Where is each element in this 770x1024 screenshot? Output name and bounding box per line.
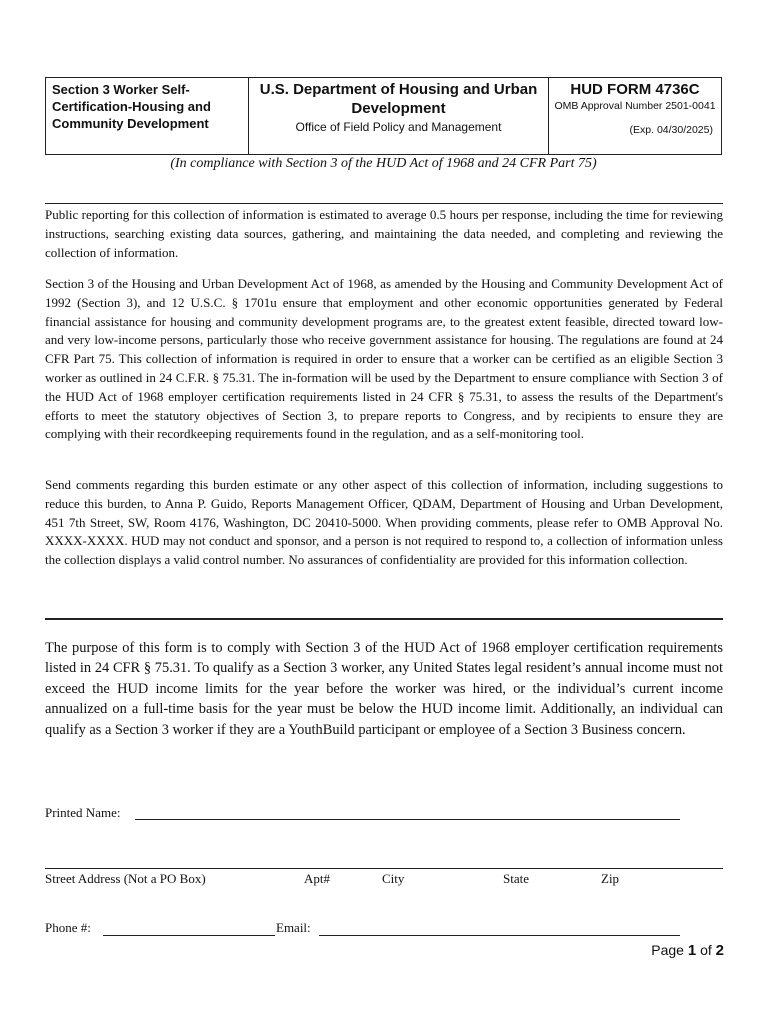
phone-field[interactable] [103,920,275,936]
burden-statement: Public reporting for this collection of information is estimated to average 0.5 hours per response, including the time for reviewing instructions, searching existing data sources, gathering, and maintaining the data needed, and completing and reviewing the collection of information. [45,207,723,260]
page-word: Page [651,942,684,958]
state-label: State [503,871,529,886]
phone-label: Phone #: [45,920,91,935]
email-field[interactable] [319,920,680,936]
page-current: 1 [687,942,697,959]
apt-label: Apt# [304,871,330,886]
form-number: HUD FORM 4736C [570,81,700,98]
compliance-note: (In compliance with Section 3 of the HUD Act of 1968 and 24 CFR Part 75) [170,156,597,171]
comments-statement: Send comments regarding this burden estimate or any other aspect of this collection of information, including suggestions to reduce this burden, to Anna P. Guido, Reports Management Officer, QDAM, Department of Housing and Urban Development, 451 7th Street, SW, Room 4176, Washington, DC 20410-5000. When providing comments, please refer to OMB Approval No. XXXX-XXXX. HUD may not conduct and sponsor, and a person is not required to respond to, a collection of information unless the collection displays a valid control number. No assurances of confidentiality are provided for this information collection. [45,477,723,568]
email-label: Email: [276,920,311,935]
printed-name-field[interactable] [135,804,680,820]
section-divider [45,618,723,620]
office-name: Office of Field Policy and Management [295,120,502,134]
department-block [249,78,549,154]
page-total: 2 [715,942,724,959]
purpose-statement: The purpose of this form is to comply with Section 3 of the HUD Act of 1968 employer certification requirements listed in 24 CFR § 75.31. To qualify as a Section 3 worker, any United States legal resident’s annual income must not exceed the HUD income limits for the year before the worker was hired, or the individual’s current income annualized on a full-time basis for the year must be below the HUD income limit. Additionally, an individual can qualify as a Section 3 worker if they are a YouthBuild participant or employee of a Section 3 Business concern. [45,640,723,738]
section3-statement: Section 3 of the Housing and Urban Development Act of 1968, as amended by the Housing and Community Development Act of 1992 (Section 3), and 12 U.S.C. § 1701u ensure that employment and other economic opportunities generated by Federal financial assistance for housing and community development programs are, to the greatest extent feasible, directed toward low- and very low-income persons, particularly those who receive government assistance for housing. The regulations are found at 24 CFR Part 75. This collection of information is required in order to ensure that a worker can be certified as an eligible Section 3 worker as outlined in 24 C.F.R. § 75.31. The in-formation will be used by the Department to ensure compliance with Section 3 of the HUD Act of 1968 employer certification requirements listed in 24 CFR § 75.31, to assess the results of the Department's efforts to meet the statutory objectives of Section 3, to prepare reports to Congress, and by recipients to ensure they are complying with their recordkeeping requirements found in the regulation, and as a self-monitoring tool. [45,276,723,442]
zip-label: Zip [601,871,620,886]
form-id-block [549,78,721,154]
form-title: Section 3 Worker Self-Certification-Housing and Community Development [46,78,249,154]
department-title: U.S. Department of Housing and Urban Development [259,81,538,117]
street-address-text: Street Address (Not a PO Box) [45,871,206,886]
expiration-date: (Exp. 04/30/2025) [629,124,713,136]
divider [45,203,723,204]
of-word: of [700,942,712,958]
address-field[interactable] [45,854,723,869]
printed-name-label: Printed Name: [45,805,121,820]
street-address-label [45,871,206,887]
omb-approval: OMB Approval Number 2501-0041 [554,100,716,112]
form-header [45,77,722,155]
page-indicator [651,942,724,959]
city-label: City [382,871,405,886]
